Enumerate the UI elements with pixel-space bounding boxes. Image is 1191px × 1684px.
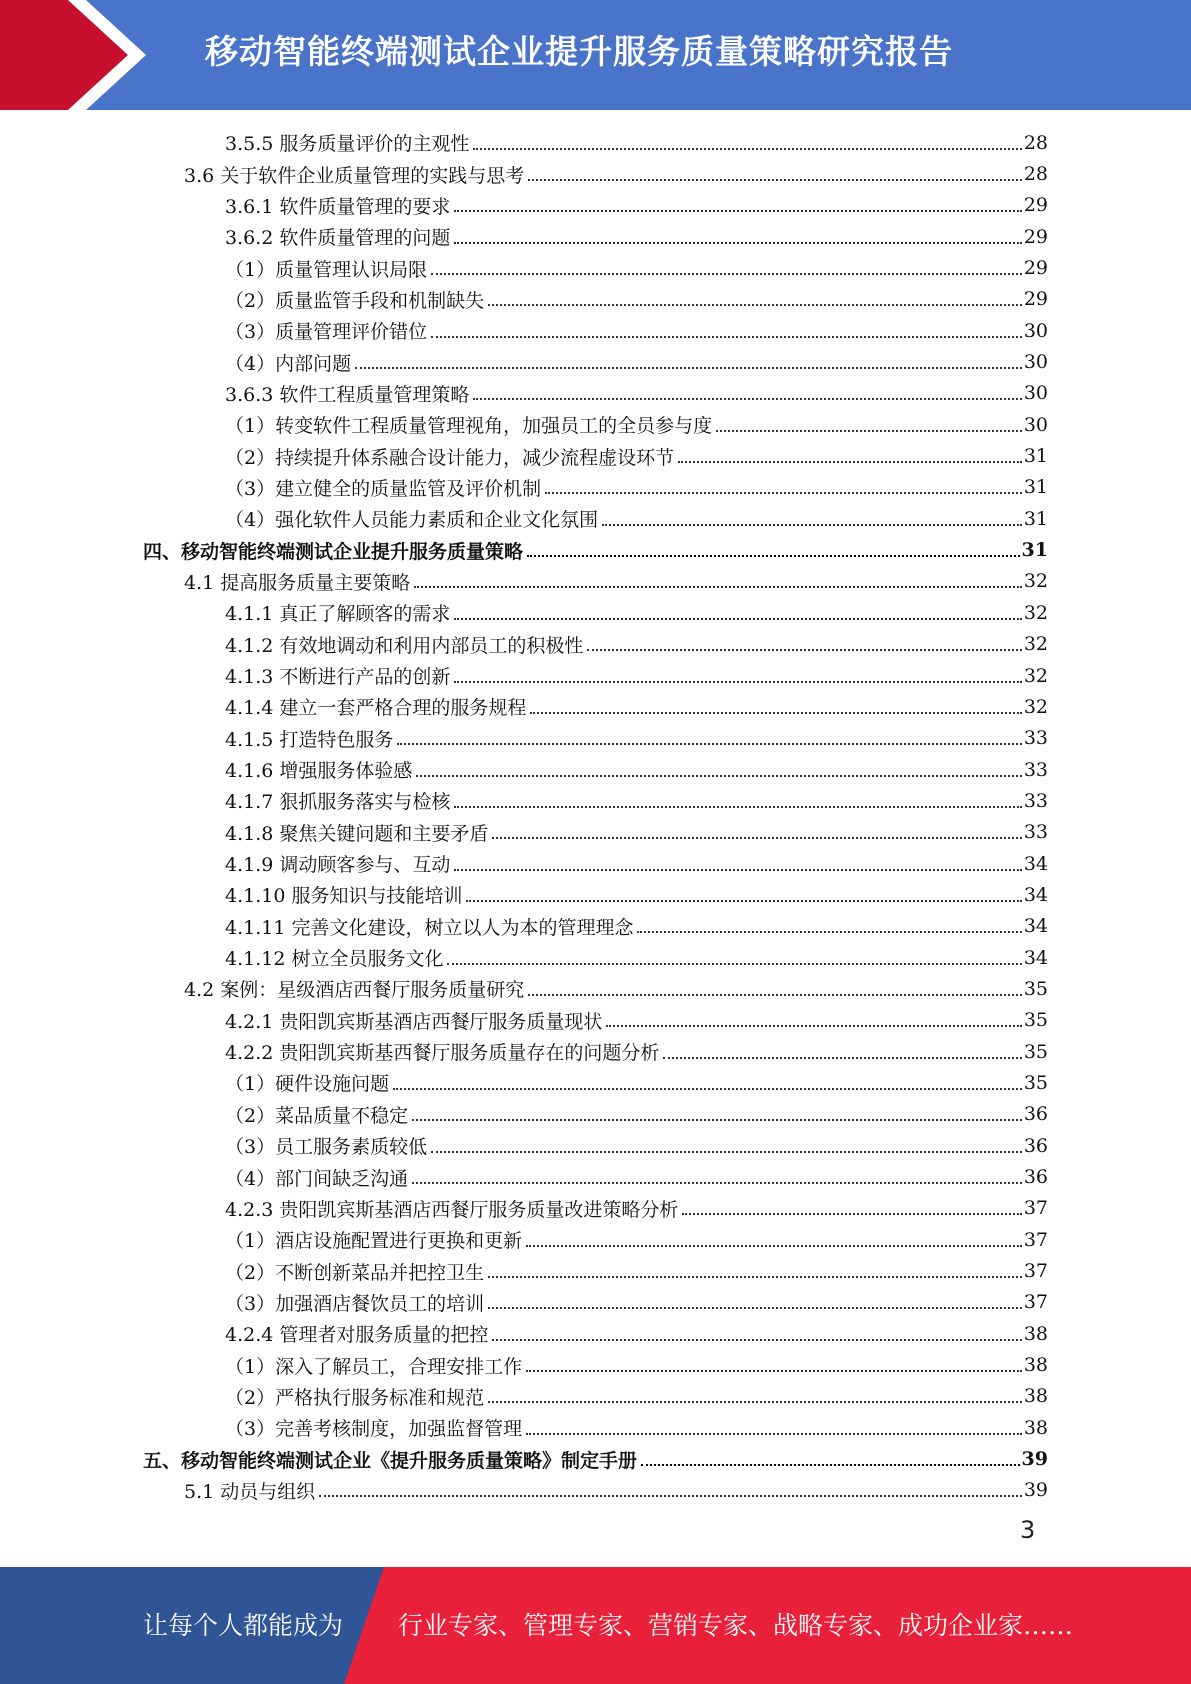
toc-dot-leader bbox=[431, 1151, 1022, 1153]
toc-entry[interactable] bbox=[0, 629, 1191, 660]
toc-entry-label: 4.2.2 贵阳凯宾斯基西餐厅服务质量存在的问题分析 bbox=[225, 1042, 660, 1065]
toc-entry[interactable] bbox=[0, 754, 1191, 785]
toc-entry[interactable] bbox=[0, 848, 1191, 879]
toc-entry-page: 39 bbox=[1021, 1448, 1048, 1471]
toc-dot-leader bbox=[454, 806, 1021, 808]
toc-entry-page: 37 bbox=[1023, 1228, 1048, 1251]
toc-entry-page: 34 bbox=[1023, 946, 1048, 969]
toc-entry-page: 35 bbox=[1023, 1071, 1048, 1094]
toc-entry[interactable] bbox=[0, 817, 1191, 848]
toc-dot-leader bbox=[454, 242, 1021, 244]
toc-entry-page: 33 bbox=[1023, 821, 1048, 844]
toc-entry-label: 3.6 关于软件企业质量管理的实践与思考 bbox=[184, 164, 525, 187]
toc-entry-label: 4.2.3 贵阳凯宾斯基酒店西餐厅服务质量改进策略分析 bbox=[225, 1198, 679, 1221]
toc-entry-label: 5.1 动员与组织 bbox=[184, 1480, 316, 1503]
toc-entry-page: 29 bbox=[1023, 225, 1048, 248]
toc-entry-label: 4.2.1 贵阳凯宾斯基酒店西餐厅服务质量现状 bbox=[225, 1010, 603, 1033]
toc-entry[interactable] bbox=[0, 1349, 1191, 1380]
toc-entry-label: 五、移动智能终端测试企业《提升服务质量策略》制定手册 bbox=[143, 1449, 638, 1472]
toc-dot-leader bbox=[663, 1057, 1021, 1059]
toc-entry[interactable] bbox=[0, 190, 1191, 221]
toc-entry-page: 36 bbox=[1023, 1166, 1048, 1189]
toc-entry[interactable] bbox=[0, 534, 1191, 565]
table-of-contents bbox=[0, 127, 1191, 1506]
toc-dot-leader bbox=[637, 931, 1021, 933]
toc-entry[interactable] bbox=[0, 1036, 1191, 1067]
toc-dot-leader bbox=[447, 963, 1021, 965]
toc-entry-label: 4.1.3 不断进行产品的创新 bbox=[225, 666, 451, 689]
toc-entry-label: （2）不断创新菜品并把控卫生 bbox=[225, 1261, 485, 1284]
toc-entry-label: 4.1.9 调动顾客参与、互动 bbox=[225, 854, 451, 877]
toc-entry-label: 4.2 案例：星级酒店西餐厅服务质量研究 bbox=[184, 979, 525, 1002]
toc-dot-leader bbox=[526, 1245, 1022, 1247]
toc-entry-label: 3.6.3 软件工程质量管理策略 bbox=[225, 383, 470, 406]
toc-entry-page: 32 bbox=[1023, 570, 1048, 593]
footer-banner bbox=[0, 1567, 1191, 1684]
toc-entry-label: （1）深入了解员工，合理安排工作 bbox=[225, 1355, 523, 1378]
toc-entry-page: 35 bbox=[1023, 1009, 1048, 1032]
toc-entry-page: 39 bbox=[1023, 1479, 1048, 1502]
toc-entry-label: 4.1.4 建立一套严格合理的服务规程 bbox=[225, 697, 527, 720]
toc-entry[interactable] bbox=[0, 127, 1191, 158]
toc-dot-leader bbox=[466, 900, 1021, 902]
toc-dot-leader bbox=[416, 775, 1021, 777]
toc-entry-page: 37 bbox=[1023, 1197, 1048, 1220]
toc-dot-leader bbox=[473, 148, 1021, 150]
toc-entry-label: 4.1.5 打造特色服务 bbox=[225, 728, 394, 751]
toc-dot-leader bbox=[414, 586, 1022, 588]
toc-dot-leader bbox=[454, 681, 1021, 683]
toc-dot-leader bbox=[412, 1182, 1022, 1184]
toc-dot-leader bbox=[454, 869, 1021, 871]
toc-entry-page: 33 bbox=[1023, 727, 1048, 750]
toc-entry-label: （3）建立健全的质量监管及评价机制 bbox=[225, 477, 542, 500]
toc-entry-label: （1）质量管理认识局限 bbox=[225, 258, 428, 281]
toc-entry[interactable] bbox=[0, 378, 1191, 409]
toc-entry-page: 31 bbox=[1023, 445, 1048, 468]
toc-dot-leader bbox=[473, 398, 1021, 400]
toc-entry[interactable] bbox=[0, 1255, 1191, 1286]
toc-entry-label: 3.5.5 服务质量评价的主观性 bbox=[225, 133, 470, 156]
toc-entry[interactable] bbox=[0, 472, 1191, 503]
toc-entry-page: 29 bbox=[1023, 257, 1048, 280]
toc-entry[interactable] bbox=[0, 723, 1191, 754]
toc-entry[interactable] bbox=[0, 1412, 1191, 1443]
toc-entry[interactable] bbox=[0, 409, 1191, 440]
toc-entry-page: 38 bbox=[1023, 1354, 1048, 1377]
toc-entry[interactable] bbox=[0, 566, 1191, 597]
toc-dot-leader bbox=[492, 1339, 1021, 1341]
toc-entry[interactable] bbox=[0, 1161, 1191, 1192]
toc-dot-leader bbox=[319, 1495, 1022, 1497]
toc-entry[interactable] bbox=[0, 252, 1191, 283]
toc-dot-leader bbox=[528, 179, 1022, 181]
toc-dot-leader bbox=[355, 367, 1022, 369]
toc-entry[interactable] bbox=[0, 1193, 1191, 1224]
toc-dot-leader bbox=[431, 336, 1022, 338]
toc-entry-page: 38 bbox=[1023, 1385, 1048, 1408]
toc-entry-page: 35 bbox=[1023, 977, 1048, 1000]
toc-dot-leader bbox=[716, 430, 1022, 432]
toc-dot-leader bbox=[488, 1276, 1022, 1278]
toc-entry-page: 38 bbox=[1023, 1416, 1048, 1439]
toc-entry-page: 31 bbox=[1021, 539, 1048, 562]
toc-entry-label: 4.1.2 有效地调动和利用内部员工的积极性 bbox=[225, 634, 584, 657]
toc-entry[interactable] bbox=[0, 973, 1191, 1004]
toc-entry-page: 28 bbox=[1023, 163, 1048, 186]
toc-entry-page: 37 bbox=[1023, 1291, 1048, 1314]
toc-entry-page: 33 bbox=[1023, 758, 1048, 781]
toc-entry[interactable] bbox=[0, 284, 1191, 315]
toc-dot-leader bbox=[602, 524, 1022, 526]
toc-dot-leader bbox=[431, 273, 1022, 275]
toc-dot-leader bbox=[488, 304, 1022, 306]
report-title: 移动智能终端测试企业提升服务质量策略研究报告 bbox=[205, 32, 953, 71]
toc-dot-leader bbox=[393, 1088, 1022, 1090]
toc-dot-leader bbox=[587, 649, 1021, 651]
toc-entry-label: 4.1.6 增强服务体验感 bbox=[225, 760, 413, 783]
toc-entry-label: 4.1 提高服务质量主要策略 bbox=[184, 571, 411, 594]
toc-entry-label: （1）硬件设施问题 bbox=[225, 1073, 390, 1096]
toc-entry-label: 3.6.2 软件质量管理的问题 bbox=[225, 227, 451, 250]
toc-entry[interactable] bbox=[0, 158, 1191, 189]
header-banner bbox=[0, 0, 1191, 110]
toc-dot-leader bbox=[606, 1025, 1021, 1027]
toc-dot-leader bbox=[641, 1464, 1020, 1466]
toc-dot-leader bbox=[530, 712, 1021, 714]
toc-entry-label: 4.1.8 聚焦关键问题和主要矛盾 bbox=[225, 822, 489, 845]
toc-entry-label: （4）内部问题 bbox=[225, 352, 352, 375]
toc-entry-label: （2）持续提升体系融合设计能力，减少流程虚设环节 bbox=[225, 446, 675, 469]
toc-dot-leader bbox=[454, 210, 1021, 212]
toc-entry-label: 四、移动智能终端测试企业提升服务质量策略 bbox=[143, 540, 524, 563]
toc-dot-leader bbox=[397, 743, 1021, 745]
toc-entry-page: 32 bbox=[1023, 664, 1048, 687]
toc-entry[interactable] bbox=[0, 1381, 1191, 1412]
toc-dot-leader bbox=[454, 618, 1021, 620]
toc-entry-label: （2）质量监管手段和机制缺失 bbox=[225, 289, 485, 312]
toc-entry[interactable] bbox=[0, 911, 1191, 942]
page-number: 3 bbox=[1020, 1516, 1036, 1544]
toc-entry-page: 36 bbox=[1023, 1103, 1048, 1126]
toc-dot-leader bbox=[488, 1401, 1022, 1403]
toc-entry[interactable] bbox=[0, 785, 1191, 816]
toc-entry-label: （1）酒店设施配置进行更换和更新 bbox=[225, 1230, 523, 1253]
toc-entry-label: （3）加强酒店餐饮员工的培训 bbox=[225, 1292, 485, 1315]
footer-slogan-left: 让每个人都能成为 bbox=[143, 1611, 344, 1640]
toc-entry-label: （4）部门间缺乏沟通 bbox=[225, 1167, 409, 1190]
toc-entry-page: 33 bbox=[1023, 789, 1048, 812]
red-chevron-graphic bbox=[0, 0, 160, 110]
toc-entry-page: 29 bbox=[1023, 194, 1048, 217]
toc-entry[interactable] bbox=[0, 1443, 1191, 1474]
toc-entry-page: 31 bbox=[1023, 507, 1048, 530]
toc-entry[interactable] bbox=[0, 1130, 1191, 1161]
toc-entry-label: （3）员工服务素质较低 bbox=[225, 1136, 428, 1159]
toc-dot-leader bbox=[678, 461, 1022, 463]
toc-entry-page: 32 bbox=[1023, 601, 1048, 624]
toc-entry[interactable] bbox=[0, 691, 1191, 722]
toc-entry-label: 4.1.7 狠抓服务落实与检核 bbox=[225, 791, 451, 814]
toc-entry-page: 36 bbox=[1023, 1134, 1048, 1157]
toc-entry-label: 4.1.12 树立全员服务文化 bbox=[225, 948, 444, 971]
toc-entry-page: 34 bbox=[1023, 915, 1048, 938]
toc-entry-label: （4）强化软件人员能力素质和企业文化氛围 bbox=[225, 509, 599, 532]
toc-dot-leader bbox=[526, 1433, 1022, 1435]
toc-entry-label: （3）质量管理评价错位 bbox=[225, 321, 428, 344]
toc-entry-label: （3）完善考核制度，加强监督管理 bbox=[225, 1418, 523, 1441]
toc-entry-label: 4.2.4 管理者对服务质量的把控 bbox=[225, 1324, 489, 1347]
toc-entry[interactable] bbox=[0, 1318, 1191, 1349]
toc-entry-page: 37 bbox=[1023, 1260, 1048, 1283]
toc-entry[interactable] bbox=[0, 1067, 1191, 1098]
toc-entry-page: 30 bbox=[1023, 413, 1048, 436]
toc-entry-label: 4.1.1 真正了解顾客的需求 bbox=[225, 603, 451, 626]
toc-entry-page: 30 bbox=[1023, 351, 1048, 374]
toc-entry[interactable] bbox=[0, 503, 1191, 534]
toc-entry-page: 34 bbox=[1023, 883, 1048, 906]
toc-dot-leader bbox=[526, 1370, 1022, 1372]
toc-dot-leader bbox=[492, 837, 1021, 839]
toc-entry[interactable] bbox=[0, 1475, 1191, 1506]
toc-entry[interactable] bbox=[0, 1287, 1191, 1318]
toc-dot-leader bbox=[682, 1213, 1021, 1215]
toc-entry[interactable] bbox=[0, 346, 1191, 377]
toc-entry-page: 32 bbox=[1023, 633, 1048, 656]
toc-entry-page: 30 bbox=[1023, 382, 1048, 405]
toc-entry-label: 3.6.1 软件质量管理的要求 bbox=[225, 195, 451, 218]
toc-dot-leader bbox=[488, 1307, 1022, 1309]
toc-entry[interactable] bbox=[0, 1005, 1191, 1036]
footer-slogan-right: 行业专家、管理专家、营销专家、战略专家、成功企业家…… bbox=[398, 1611, 1074, 1640]
toc-entry[interactable] bbox=[0, 315, 1191, 346]
toc-entry[interactable] bbox=[0, 879, 1191, 910]
toc-entry-page: 34 bbox=[1023, 852, 1048, 875]
toc-entry-page: 29 bbox=[1023, 288, 1048, 311]
toc-entry[interactable] bbox=[0, 597, 1191, 628]
toc-dot-leader bbox=[412, 1119, 1022, 1121]
toc-entry[interactable] bbox=[0, 1099, 1191, 1130]
toc-entry-label: （2）菜品质量不稳定 bbox=[225, 1104, 409, 1127]
toc-entry-page: 35 bbox=[1023, 1040, 1048, 1063]
toc-dot-leader bbox=[527, 555, 1020, 557]
toc-entry[interactable] bbox=[0, 440, 1191, 471]
toc-entry[interactable] bbox=[0, 942, 1191, 973]
toc-entry-page: 38 bbox=[1023, 1322, 1048, 1345]
toc-entry-page: 28 bbox=[1023, 131, 1048, 154]
toc-entry-label: 4.1.10 服务知识与技能培训 bbox=[225, 885, 463, 908]
toc-entry[interactable] bbox=[0, 221, 1191, 252]
toc-entry-page: 30 bbox=[1023, 319, 1048, 342]
toc-entry-page: 32 bbox=[1023, 695, 1048, 718]
toc-entry-page: 31 bbox=[1023, 476, 1048, 499]
toc-dot-leader bbox=[528, 994, 1022, 996]
toc-entry-label: （2）严格执行服务标准和规范 bbox=[225, 1386, 485, 1409]
toc-entry-label: 4.1.11 完善文化建设，树立以人为本的管理理念 bbox=[225, 916, 634, 939]
toc-entry[interactable] bbox=[0, 1224, 1191, 1255]
toc-dot-leader bbox=[545, 492, 1022, 494]
toc-entry-label: （1）转变软件工程质量管理视角，加强员工的全员参与度 bbox=[225, 415, 713, 438]
toc-entry[interactable] bbox=[0, 660, 1191, 691]
